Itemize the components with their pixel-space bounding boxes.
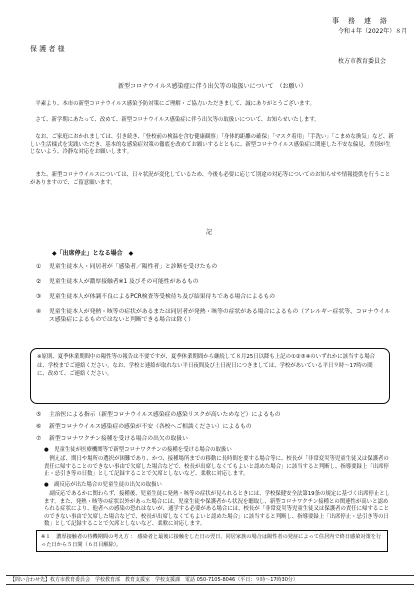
issue-date: 令和４年（2022年）８月 — [338, 28, 408, 35]
list-item — [36, 308, 392, 324]
list-item — [36, 263, 217, 271]
side-effect-bullet-heading: ● 副反応が出た場合の児童生徒の出欠の取扱い — [44, 482, 162, 488]
vaccine-bullet-heading: ● 児童生徒が医療機関等で新型コロナワクチンの接種を受ける場合の取扱い — [44, 447, 232, 453]
list-item — [36, 435, 188, 443]
item-text: 児童生徒本人が体調不良によるPCR検査等受検待ち及び結果待ちである場合によるもの — [49, 294, 276, 300]
item-number: ③ — [36, 294, 42, 300]
item-text: 新型コロナワクチン接種を受ける場合の出欠の取扱い — [49, 436, 188, 442]
list-item — [36, 411, 280, 419]
notice-text: ※原則、夏季休業期間中の陽性等の報告は不要ですが、夏季休業期間から継続して８月25日以降も上記の①②③④のいずれかに該当する場合は、学校までご連絡ください。なお、学校と連絡が取れない平日夜間及び土日祝日につきましては、学校があいている平日９時～17時の間に、改めて、ご連絡ください。 — [37, 354, 375, 378]
item-number: ⑥ — [36, 424, 42, 430]
sender: 枚方市教育委員会 — [338, 58, 387, 65]
document-title: 新型コロナウイルス感染症に伴う出欠等の取扱いについて （お願い） — [118, 83, 307, 90]
item-text: 児童生徒本人が発熱・咳等の症状があるまたは同居者が発熱・咳等の症状がある場合によるもの（アレルギー症状等、コロナウイルス感染症によるものではないと判断できる場合は除く） — [49, 309, 391, 324]
item-number: ① — [36, 264, 42, 270]
contact-text: 【問い合わせ先】枚方市教育委員会 学校教育部 教育支援室 学校支援課 電話 050-7105-8046（平日：９時～17時30分） — [10, 577, 298, 583]
item-number: ⑦ — [36, 436, 42, 442]
item-number: ② — [36, 279, 42, 285]
footnote-label: ※１ — [41, 534, 51, 540]
list-item — [36, 423, 252, 431]
list-item — [36, 278, 199, 286]
contact-footer — [6, 575, 414, 585]
side-effect-bullet-text: 副反応であるかに関わらず、接種後、児童生徒に発熱・咳等の症状が見られるときには、学校保健安全法第19条の規定に基づく出席停止とします。また、発熱・咳等の症状以外があった場合には、児童生徒や保護者から状況を聴取し、新型コロナワクチン接種との関連性が高いと認められる症状により、他者への感染の恐れはないが、通学する必要がある場合には、校長が「非常変災等児童生徒又は保護者の責任に帰することのできない事由で欠席した場合などで、校長が出席しなくてもよいと認めた場合」に該当すると判断し、指導要録上「出席停止・忌引き等の日数」として記録することで欠席としないなど、柔軟に対応します。 — [44, 491, 391, 528]
footnote-text: 濃厚接触者の待機期間の考え方 ： 感染者と最後に接触をした日の翌日、同居家族の場合は陽性者の発症によって住居内で終日感染対策を行った日から５日間（６日目解除）。 — [41, 534, 382, 548]
item-text: 新型コロナウイルス感染症の感染が不安（各校へご相談ください）によるもの — [49, 424, 252, 430]
intro-paragraph-3: なお、ご家庭におかれましては、引き続き、「登校前の検温を含む健康観察」「身体的距離の確保」「マスク着用」「手洗い」「こまめな換気」など、新しい生活様式を実践いただき、基本的な感染症対策の徹底を改めてお願いするとともに、新型コロナウイルス感染症に関連した不安な偏見、差別が生じないよう、冷静な対応をお願いします。 — [30, 134, 394, 156]
list-item — [36, 293, 275, 301]
notice-box — [30, 348, 390, 404]
item-text: 児童生徒本人・同居者が「感染者／陽性者」と診断を受けたもの — [49, 264, 218, 270]
addressee: 保 護 者 様 — [30, 45, 65, 53]
item-text: 主治医による指示（新型コロナウイルス感染症の感染リスクが高いためなど）によるもの — [49, 412, 281, 418]
vaccine-bullet-text: 例えば、期日や場所の選択が困難であり、かつ、接種場所までの移動に長時間を要する場合等に、校長が「非常変災等児童生徒又は保護者の責任に帰することのできない事由で欠席した場合などで、校長が出席しなくてもよいと認めた場合」に該当すると判断し、指導要録上「出席停止・忌引き等の日数」として記録することで欠席としないなど、柔軟に対応します。 — [44, 456, 389, 478]
item-number: ⑤ — [36, 412, 42, 418]
item-number: ④ — [36, 309, 42, 315]
ki-label: 記 — [206, 229, 213, 236]
intro-paragraph-1: 平素より、本市の新型コロナウイルス感染予防対策にご理解・ご協力いただきまして、誠にありがとうございます。 — [30, 101, 315, 107]
item-text: 児童生徒本人が濃厚接触者※1 及びその可能性があるもの — [49, 279, 199, 285]
intro-paragraph-2: さて、新学期にあたって、改めて、新型コロナウイルス感染症に伴う出欠等の取扱いについて、お知らせいたします。 — [30, 117, 320, 123]
intro-paragraph-4: また、新型コロナウイルスについては、日々状況が変化しているため、今後も必要に応じて別途の対応等についてのお知らせや情報提供を行うことがありますので、ご留意願います。 — [30, 172, 391, 186]
section-heading-attendance-stop: ◆「出席停止」となる場合 ◆ — [52, 250, 134, 257]
footnote-box — [36, 530, 388, 552]
doc-type-label: 事 務 連 絡 — [332, 17, 388, 25]
